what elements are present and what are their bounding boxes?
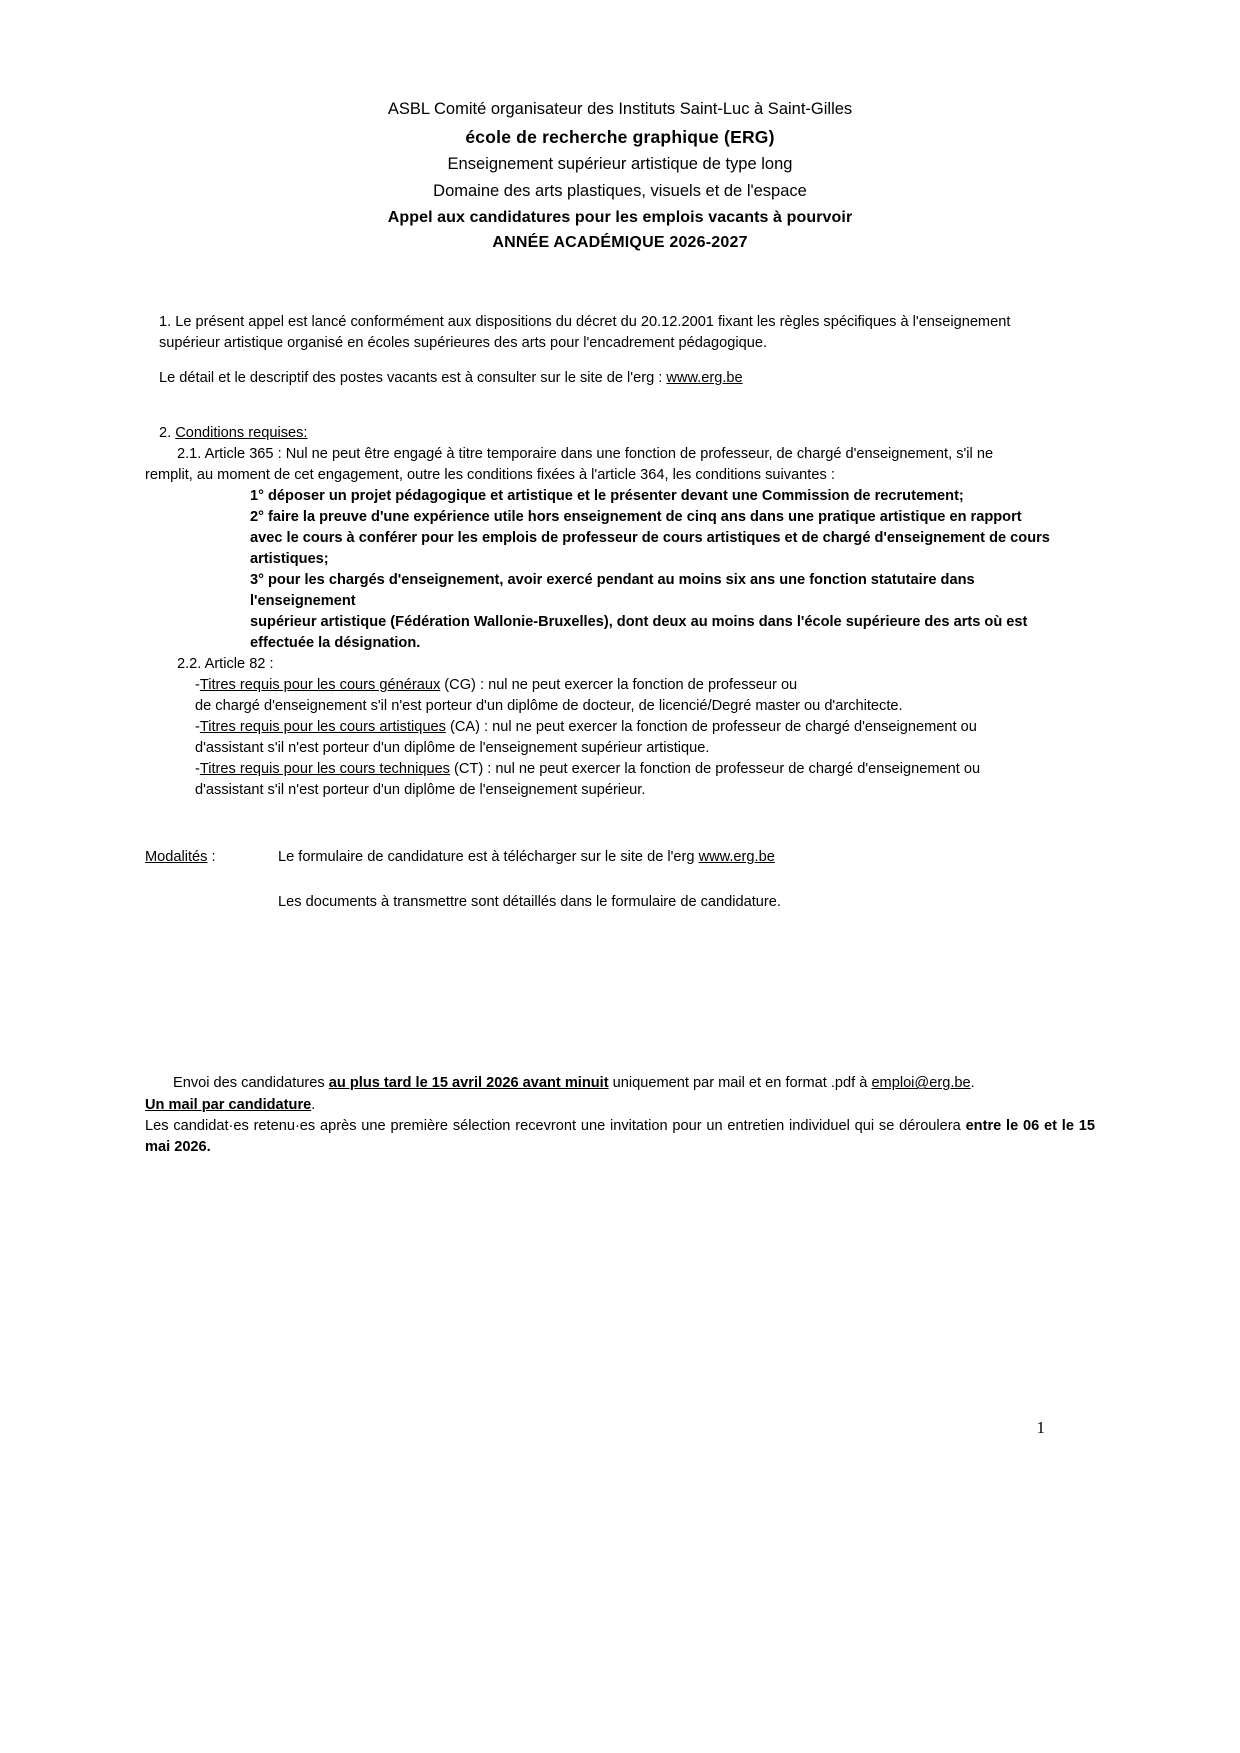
article-82-item-ct bbox=[145, 759, 1050, 780]
interview-info-text: Les candidat·es retenu·es après une première sélection recevront une invitation pour un entretien individuel qui se déroulera bbox=[145, 1117, 966, 1134]
article-82-item-ct-title: Titres requis pour les cours techniques bbox=[199, 761, 450, 778]
article-365-intro-line-1 bbox=[145, 444, 1050, 465]
article-82-label: 2.2. Article 82 : bbox=[177, 656, 274, 673]
section-2-heading-text: Conditions requises: bbox=[175, 425, 308, 442]
interview-dates: entre le 06 et le 15 mai 2026. bbox=[145, 1117, 1095, 1156]
article-82-item-ca-dash: - bbox=[195, 719, 200, 736]
modalites-section bbox=[0, 847, 1240, 913]
article-82-item-ca-rest: (CA) : nul ne peut exercer la fonction de professeur de chargé d'enseignement ou bbox=[445, 719, 977, 736]
section-2-heading-number: 2. bbox=[159, 425, 176, 442]
deadline-middle: uniquement par mail et en format .pdf à bbox=[608, 1075, 872, 1092]
deadline-date: au plus tard le 15 avril 2026 avant minuit bbox=[328, 1075, 609, 1092]
deadline-section bbox=[0, 1073, 1240, 1158]
interview-info-line bbox=[145, 1116, 1095, 1159]
section-2 bbox=[145, 423, 1050, 801]
article-82-item-cg-dash: - bbox=[195, 677, 200, 694]
modalites-erg-link[interactable]: www.erg.be bbox=[698, 849, 775, 866]
erg-website-link[interactable]: www.erg.be bbox=[666, 370, 743, 387]
document-body bbox=[0, 312, 1240, 801]
deadline-line-1 bbox=[145, 1073, 1095, 1094]
header-call-title: Appel aux candidatures pour les emplois vacants à pourvoir bbox=[387, 208, 853, 226]
section-1-detail-prefix: Le détail et le descriptif des postes vacants est à consulter sur le site de l'erg : bbox=[159, 370, 667, 387]
article-82-item-ct-rest: (CT) : nul ne peut exercer la fonction de professeur de chargé d'enseignement ou bbox=[449, 761, 981, 778]
deadline-prefix: Envoi des candidatures bbox=[173, 1075, 329, 1092]
header-education-type: Enseignement supérieur artistique de type long bbox=[447, 155, 793, 174]
modalites-label-suffix: : bbox=[207, 849, 216, 866]
deadline-line-2 bbox=[145, 1095, 1095, 1116]
article-82-item-ct-continuation: d'assistant s'il n'est porteur d'un diplôme de l'enseignement supérieur. bbox=[195, 782, 646, 799]
modalites-line-1 bbox=[278, 847, 1240, 868]
one-mail-per-application: Un mail par candidature bbox=[145, 1096, 312, 1113]
article-82-item-ca-title: Titres requis pour les cours artistiques bbox=[199, 719, 446, 736]
article-82-item-cg-continuation: de chargé d'enseignement s'il n'est porteur d'un diplôme de docteur, de licencié/Degré master ou d'architecte. bbox=[195, 698, 903, 715]
article-82-item-cg-rest: (CG) : nul ne peut exercer la fonction de professeur ou bbox=[440, 677, 798, 694]
article-365-condition-3: 3° pour les chargés d'enseignement, avoir exercé pendant au moins six ans une fonction statutaire dans l'enseignement bbox=[250, 572, 975, 610]
header-academic-year: ANNÉE ACADÉMIQUE 2026-2027 bbox=[492, 234, 748, 252]
article-82-item-ca-continuation: d'assistant s'il n'est porteur d'un diplôme de l'enseignement supérieur artistique. bbox=[195, 740, 710, 757]
header-domain-line: Domaine des arts plastiques, visuels et de l'espace bbox=[433, 181, 807, 200]
article-365-condition-3-continued: supérieur artistique (Fédération Wallonie-Bruxelles), dont deux au moins dans l'école supérieure des arts où est effectuée la désignation. bbox=[250, 614, 1028, 652]
article-82-item-ct-dash: - bbox=[195, 761, 200, 778]
spacer bbox=[145, 354, 1050, 368]
section-1-detail-line bbox=[145, 368, 1050, 389]
article-82-item-cg bbox=[145, 675, 1050, 696]
one-mail-suffix: . bbox=[311, 1096, 316, 1113]
header-organization-line: ASBL Comité organisateur des Instituts Saint-Luc à Saint-Gilles bbox=[387, 100, 853, 118]
article-365-text-1: Nul ne peut être engagé à titre temporaire dans une fonction de professeur, de chargé d'enseignement, s'il ne bbox=[285, 446, 994, 463]
article-365-intro-line-2: remplit, au moment de cet engagement, outre les conditions fixées à l'article 364, les conditions suivantes : bbox=[145, 467, 835, 484]
section-1-paragraph: 1. Le présent appel est lancé conformément aux dispositions du décret du 20.12.2001 fixant les règles spécifiques à l'enseignement supérieur artistique organisé en écoles supérieures des arts pour l'encadrement pédagogique. bbox=[159, 314, 1011, 352]
header-school-name: école de recherche graphique (ERG) bbox=[465, 126, 775, 147]
modalites-line-1-prefix: Le formulaire de candidature est à télécharger sur le site de l'erg bbox=[278, 849, 699, 866]
article-365-condition-2: 2° faire la preuve d'une expérience utile hors enseignement de cinq ans dans une pratique artistique en rapport avec le cours à conférer pour les emplois de professeur de cours artistiques et de chargé d'enseignement de cours artistiques; bbox=[250, 509, 1050, 568]
contact-email-link[interactable]: emploi@erg.be bbox=[871, 1075, 971, 1092]
deadline-suffix: . bbox=[970, 1075, 975, 1092]
article-365-condition-1: 1° déposer un projet pédagogique et artistique et le présenter devant une Commission de recrutement; bbox=[250, 488, 964, 505]
section-2-heading bbox=[145, 423, 1050, 444]
modalites-label-text: Modalités bbox=[145, 849, 208, 866]
article-82-item-ca bbox=[145, 717, 1050, 738]
document-header bbox=[0, 96, 1240, 256]
page-number: 1 bbox=[1036, 1418, 1045, 1437]
article-82-item-cg-title: Titres requis pour les cours généraux bbox=[199, 677, 441, 694]
modalites-body bbox=[275, 847, 1240, 913]
article-365-label: 2.1. Article 365 : bbox=[177, 446, 286, 463]
modalites-label bbox=[145, 847, 275, 868]
modalites-line-2: Les documents à transmettre sont détaillés dans le formulaire de candidature. bbox=[278, 894, 781, 911]
